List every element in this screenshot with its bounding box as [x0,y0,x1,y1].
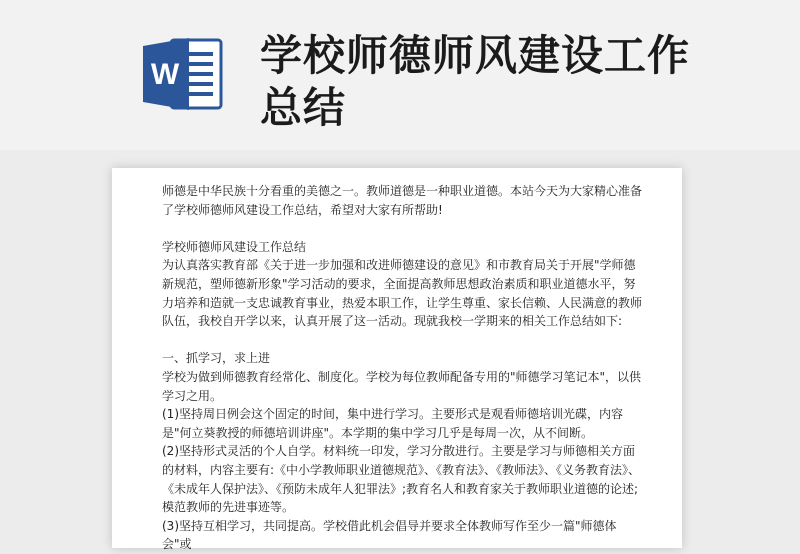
word-letter: W [150,58,180,91]
document-paragraph: 学校为做到师德教育经常化、制度化。学校为每位教师配备专用的"师德学习笔记本"，以供学习之用。 [162,369,642,403]
document-paragraph: 为认真落实教育部《关于进一步加强和改进师德建设的意见》和市教育局关于开展"学师德新规范，塑师德新形象"学习活动的要求，全面提高教师思想政治素质和职业道德水平，努力培养和造就一支忠诚教育事业，热爱本职工作，让学生尊重、家长信赖、人民满意的教师队伍，我校自开学以来，认真开展了这一活动。现就我校一学期来的相关工作总结如下: [162,258,643,329]
blank-line [162,219,642,238]
document-paragraph: (1)坚持周日例会这个固定的时间，集中进行学习。主要形式是观看师德培训光碟，内容是"何立葵教授的师德培训讲座"。本学期的集中学习几乎是每周一次，从不间断。 [162,407,624,440]
document-page [112,168,682,552]
document-paragraph: (2)坚持形式灵活的个人自学。材料统一印发，学习分散进行。主要是学习与师德相关方面的材料，内容主要有:《中小学教师职业道德规范》、《教育法》、《教师法》、《义务教育法》、《未成年人保护法》、《预防未成年人犯罪法》;教育名人和教育家关于教师职业道德的论述;模范教师的先进事迹等。 [162,444,641,515]
document-paragraph: 师德是中华民族十分看重的美德之一。教师道德是一种职业道德。本站今天为大家精心准备了学校师德师风建设工作总结，希望对大家有所帮助! [162,184,643,217]
page-header [0,0,800,150]
word-document-icon [143,36,225,112]
document-paragraph: (3)坚持互相学习，共同提高。学校借此机会倡导并要求全体教师写作至少一篇"师德体会"或 [162,518,617,552]
page-title: 学校师德师风建设工作总结 [260,31,691,132]
document-body [162,182,642,554]
document-paragraph: 学校师德师风建设工作总结 [162,239,307,254]
document-paragraph: 一、抓学习，求上进 [162,351,271,366]
blank-line [162,331,642,350]
